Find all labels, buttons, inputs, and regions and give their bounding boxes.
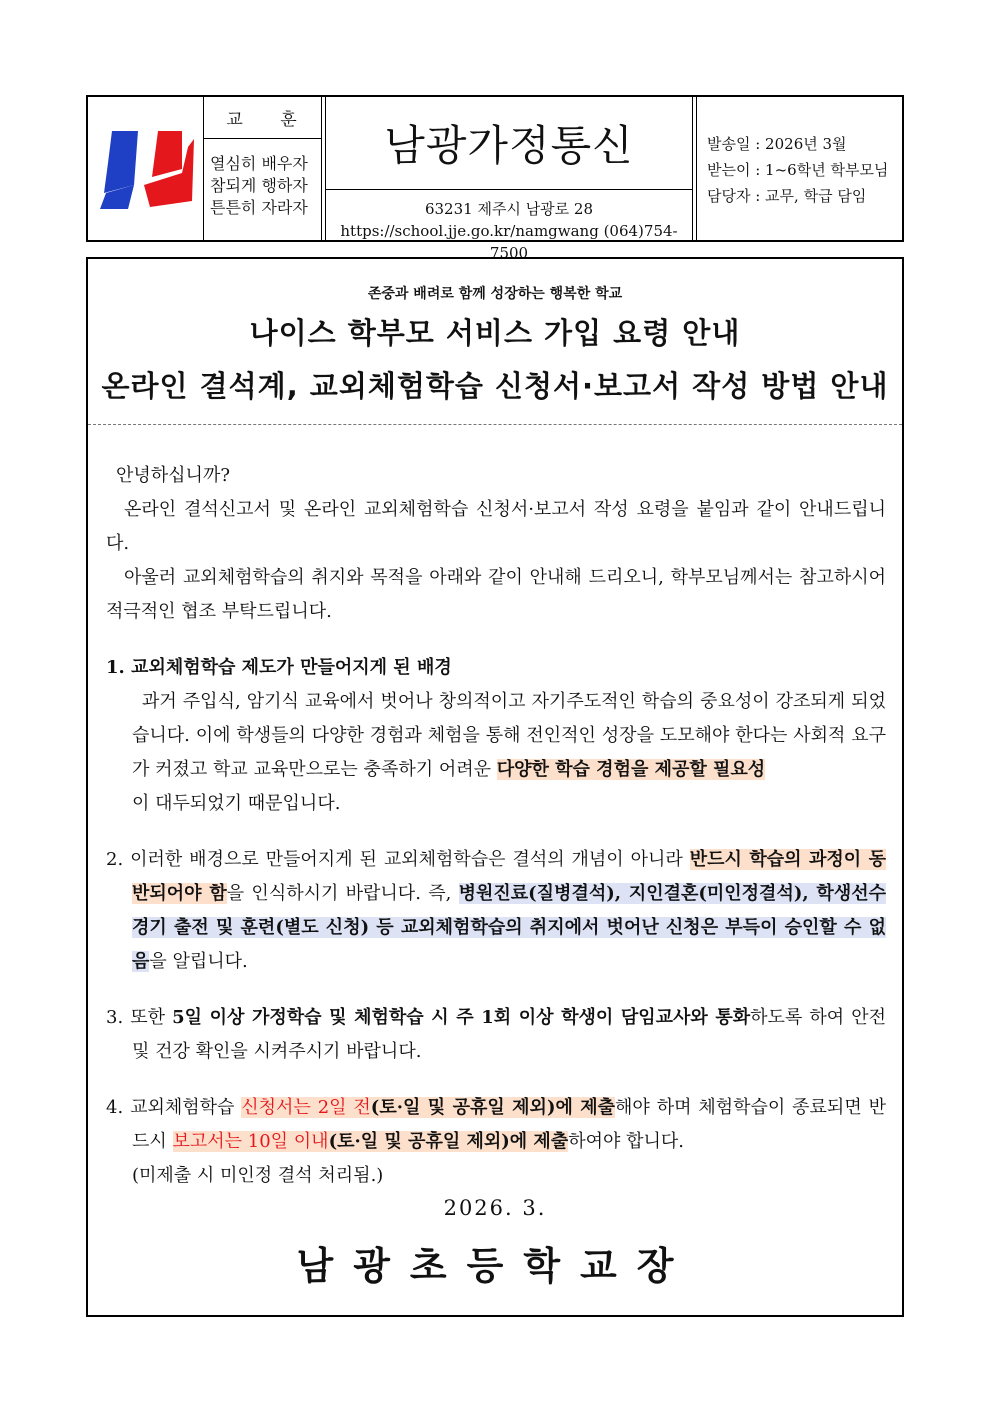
school-slogan: 존중과 배려로 함께 성장하는 행복한 학교 bbox=[367, 286, 623, 302]
section-2-number: 2. bbox=[106, 849, 131, 870]
motto-line: 튼튼히 자라자 bbox=[210, 198, 308, 217]
section-1-heading: 1. 교외체험학습 제도가 만들어지게 된 배경 bbox=[106, 657, 452, 678]
section-1 bbox=[106, 651, 886, 821]
motto-cell bbox=[204, 97, 322, 240]
section-1-text-end: 이 대두되었기 때문입니다. bbox=[132, 793, 341, 814]
motto-line: 참되게 행하자 bbox=[210, 176, 308, 195]
section-4-bold-1: (토·일 및 공휴일 제외)에 제출 bbox=[370, 1097, 616, 1118]
motto-lines bbox=[204, 139, 321, 219]
section-4-red-1: 신청서는 2일 전 bbox=[241, 1097, 371, 1118]
section-3 bbox=[106, 1001, 886, 1069]
section-1-highlight: 다양한 학습 경험을 제공할 필요성 bbox=[496, 759, 766, 780]
section-2-text-3: 을 알립니다. bbox=[149, 951, 248, 972]
contact-person: 담당자 : 교무, 학급 담임 bbox=[707, 187, 867, 205]
section-4-text: 교외체험학습 bbox=[130, 1097, 242, 1118]
logo-cell bbox=[88, 97, 204, 240]
section-1-text: 과거 주입식, 암기식 교육에서 벗어나 창의적이고 자기주도적인 학습의 중요성이 강조되게 되었습니다. 이에 학생들의 다양한 경험과 체험을 통해 전인적인 성장을 도모해야 한다는 사회적 요구가 커졌고 학교 교육만으로는 충족하기 어려운 bbox=[132, 691, 886, 780]
intro-paragraph-1: 온라인 결석신고서 및 온라인 교외체험학습 신청서·보고서 작성 요령을 붙임과 같이 안내드립니다. bbox=[106, 499, 886, 554]
section-3-body bbox=[106, 1001, 886, 1069]
newsletter-header bbox=[86, 95, 904, 262]
motto-line: 열심히 배우자 bbox=[210, 154, 308, 173]
greeting: 안녕하십니까? bbox=[116, 465, 230, 486]
section-1-body bbox=[106, 685, 886, 821]
section-2-text: 이러한 배경으로 만들어지게 된 교외체험학습은 결석의 개념이 아니라 bbox=[130, 849, 690, 870]
section-2-body bbox=[106, 843, 886, 979]
school-logo-icon bbox=[98, 129, 194, 209]
section-3-text-2: 하도록 하여 안전 및 건강 확인을 시켜주시기 바랍니다. bbox=[132, 1007, 886, 1062]
issue-date-footer: 2026. 3. bbox=[443, 1196, 547, 1220]
principal-signature: 남광초등학교장 bbox=[296, 1244, 694, 1288]
section-3-text: 또한 bbox=[130, 1007, 173, 1028]
newsletter-title: 남광가정통신 bbox=[326, 97, 692, 190]
document-body bbox=[106, 459, 886, 1193]
intro-paragraph-2: 아울러 교외체험학습의 취지와 목적을 아래와 같이 안내해 드리오니, 학부모님께서는 참고하시어 적극적인 협조 부탁드립니다. bbox=[106, 567, 886, 622]
school-address: 63231 제주시 남광로 28 bbox=[424, 200, 594, 218]
section-4-red-2: 보고서는 10일 이내 bbox=[172, 1131, 329, 1152]
motto-title: 교 훈 bbox=[204, 97, 321, 139]
section-4-body bbox=[106, 1091, 886, 1159]
title-cell bbox=[325, 97, 693, 262]
title-box bbox=[88, 259, 902, 425]
section-3-number: 3. bbox=[106, 1007, 131, 1028]
main-content bbox=[86, 257, 904, 1317]
issue-date: 발송일 : 2026년 3월 bbox=[707, 135, 847, 153]
info-cell bbox=[696, 97, 902, 240]
section-2-highlight-2: 병원진료(질병결석), 지인결혼(미인정결석), 학생선수 경기 출전 및 훈련(별도 신청) 등 교외체험학습의 취지에서 벗어난 신청은 부득이 승인할 수 없음 bbox=[132, 883, 886, 972]
recipient: 받는이 : 1~6학년 학부모님 bbox=[707, 161, 889, 179]
section-4-text-2: 해야 하며 체험학습이 종료되면 반드시 bbox=[132, 1097, 886, 1152]
document-title-line2: 온라인 결석계, 교외체험학습 신청서·보고서 작성 방법 안내 bbox=[101, 369, 889, 403]
section-4-bold-2: (토·일 및 공휴일 제외)에 제출 bbox=[328, 1131, 569, 1152]
section-4-note: (미제출 시 미인정 결석 처리됨.) bbox=[132, 1165, 384, 1186]
section-2-text-2: 을 인식하시기 바랍니다. 즉, bbox=[226, 883, 459, 904]
section-4-number: 4. bbox=[106, 1097, 131, 1118]
section-3-bold: 5일 이상 가정학습 및 체험학습 시 주 1회 이상 학생이 담임교사와 통화 bbox=[172, 1007, 751, 1028]
section-2-highlight-1: 반드시 학습의 과정이 동반되어야 함 bbox=[132, 849, 886, 904]
section-2 bbox=[106, 843, 886, 979]
section-4 bbox=[106, 1091, 886, 1193]
section-4-text-3: 하여야 합니다. bbox=[568, 1131, 684, 1152]
document-title-line1: 나이스 학부모 서비스 가입 요령 안내 bbox=[249, 316, 741, 350]
school-website: https://school.jje.go.kr/namgwang (064)754-7500 bbox=[340, 222, 678, 262]
